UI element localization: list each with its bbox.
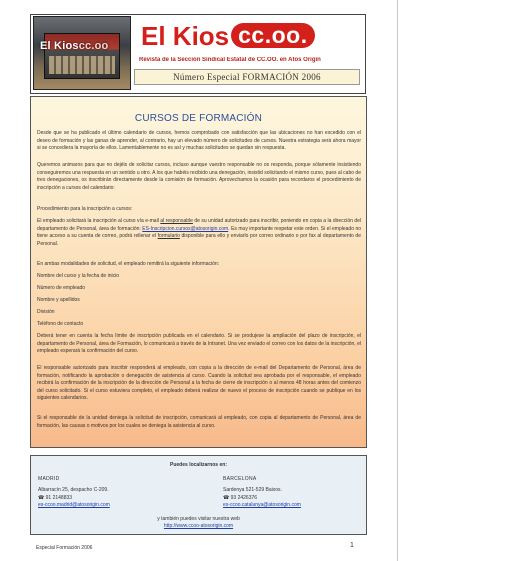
paragraph-encourage: Queremos animaros para que no dejéis de solicitar cursos, incluso aunque vuestro responsable no os responda, porque sólamente insistiendo conseguiremos una respuesta en un sentido u otro. A los que habéis recibido una denegación, insistid solicitando el mismo curso, pues al cabo de tres denegaciones, os inscribirán directamente desde la comisión de formación. Aprovechamos la ocasión para recordaros el procedimiento de inscripción a cursos del calendario: (37, 162, 361, 191)
phone: ☎ 93 2426376 (223, 494, 258, 501)
article-box (30, 96, 367, 448)
contact-barcelona (223, 476, 301, 510)
field-item: Número de empleado (37, 285, 86, 291)
paragraph-denial: Si el responsable de la unidad deniega la solicitud de inscripción, comunicará al empleado, con copia al departamento de Personal, área de formación, las causas o motivos por los cuales se deniega la asistencia al curso. (37, 415, 361, 429)
phone-icon: ☎ (38, 494, 46, 501)
responsible-link[interactable]: al responsable (160, 218, 193, 224)
paragraph-deadline: Deberá tener en cuenta la fecha límite de inscripción publicada en el calendario. Si se produjese la ampliación del plazo de inscripción, el departamento de Personal, área de Formación, lo comunicará a través de la Intranet. Una vez enviado el correo con los datos de la inscripción, el empleado esperará la confirmación del curso. (37, 333, 361, 355)
phone-icon: ☎ (223, 494, 231, 501)
address: Sardenya 521-529 Baixos. (223, 487, 282, 494)
form-link[interactable]: formulario (157, 233, 180, 240)
logo-text: El Kios (141, 21, 230, 51)
phone: ☎ 91 2148833 (38, 494, 73, 501)
email-link[interactable]: es-ccoo.catalunya@atosorigin.com (223, 502, 301, 509)
procedure-label: Procedimiento para la inscripción a cursos: (37, 206, 133, 212)
paragraph-procedure: El empleado solicitará la inscripción al curso vía e-mail al responsable de su unidad autorizado para inscribir, poniendo en copia a la dirección del departamento de Personal, área de formación: ES-Inscripcion.cursos@atosorigin.com. Es muy importante respetar este orden. Si el empleado no tiene acceso a su cuenta de correo, podrá rellenar el formulario disponible para ello y enviarlo por correo ordinario o por fax al departamento de Personal. (37, 218, 362, 247)
email-link[interactable]: es-ccoo.madrid@atosorigin.com (38, 502, 110, 509)
paragraph-intro: Desde que se ha publicado el último calendario de cursos, hemos comprobado con satisfacción que las ubicaciones no han excedido con el deseo de formación y las ganas de aprender, al contrario, hay un elevado número de solicitudes de cursos. Nuestra estrategia será ahora mayor si se concediera la mayoría de ellos. Lamentablemente no es así y muchas solicitudes se quedan sin respuesta. (37, 130, 361, 152)
masthead-subtitle: Revista de la Sección Sindical Estatal de CC.OO. en Atos Origin (139, 57, 321, 63)
paragraph-info-required: En ambas modalidades de solicitud, el empleado remitirá la siguiente información: (37, 261, 220, 267)
city-label: BARCELONA (223, 476, 257, 482)
contact-title: Puedes localizarnos en: (170, 462, 227, 468)
paragraph-approval: El responsable autorizado para inscribir responderá al empleado, con copia a la dirección de e-mail del Departamento de Personal, área de formación, notificando la aprobación o denegación de asistencia al curso. Cuando la solicitud sea aprobada por el responsable, el empleado recibirá la confirmación de la inscripción de la dirección de Personal a la fecha de cierre de inscripción o al menos 48 horas antes del comienzo del curso solicitado. Si el curso estuviera completo, el empleado deberá realizar de nuevo el proceso de inscripción cuando se publique en los siguientes calendarios. (37, 365, 361, 402)
kiosk-shelves (49, 56, 115, 74)
website-link[interactable]: http://www.ccoo-atosorigin.com (163, 523, 234, 529)
field-item: Nombre del curso y la fecha de inicio (37, 273, 119, 279)
address: Albarracín 25, despacho C-209. (38, 487, 109, 494)
field-item: División (37, 309, 55, 315)
page-edge-divider (397, 0, 398, 561)
inscription-email-link[interactable]: ES-Inscripcion.cursos@atosorigin.com (142, 225, 229, 232)
article-title: CURSOS DE FORMACIÓN (134, 113, 263, 124)
issue-banner: Número Especial FORMACIÓN 2006 (134, 69, 360, 85)
field-item: Nombre y apellidos (37, 297, 80, 303)
contact-madrid (38, 476, 110, 510)
logo-pill: cc.oo. (231, 23, 314, 48)
field-item: Teléfono de contacto (37, 321, 84, 327)
kiosk-sign: El Kioscc.oo (40, 40, 109, 52)
page-footer-label: Especial Formación 2006 (36, 545, 93, 551)
web-note: y también puedes visitar nuestra web (157, 516, 240, 522)
page-number: 1 (350, 542, 354, 549)
contact-box (30, 455, 367, 535)
kiosk-photo (33, 16, 131, 90)
city-label: MADRID (38, 476, 60, 482)
masthead-logo (141, 21, 315, 51)
